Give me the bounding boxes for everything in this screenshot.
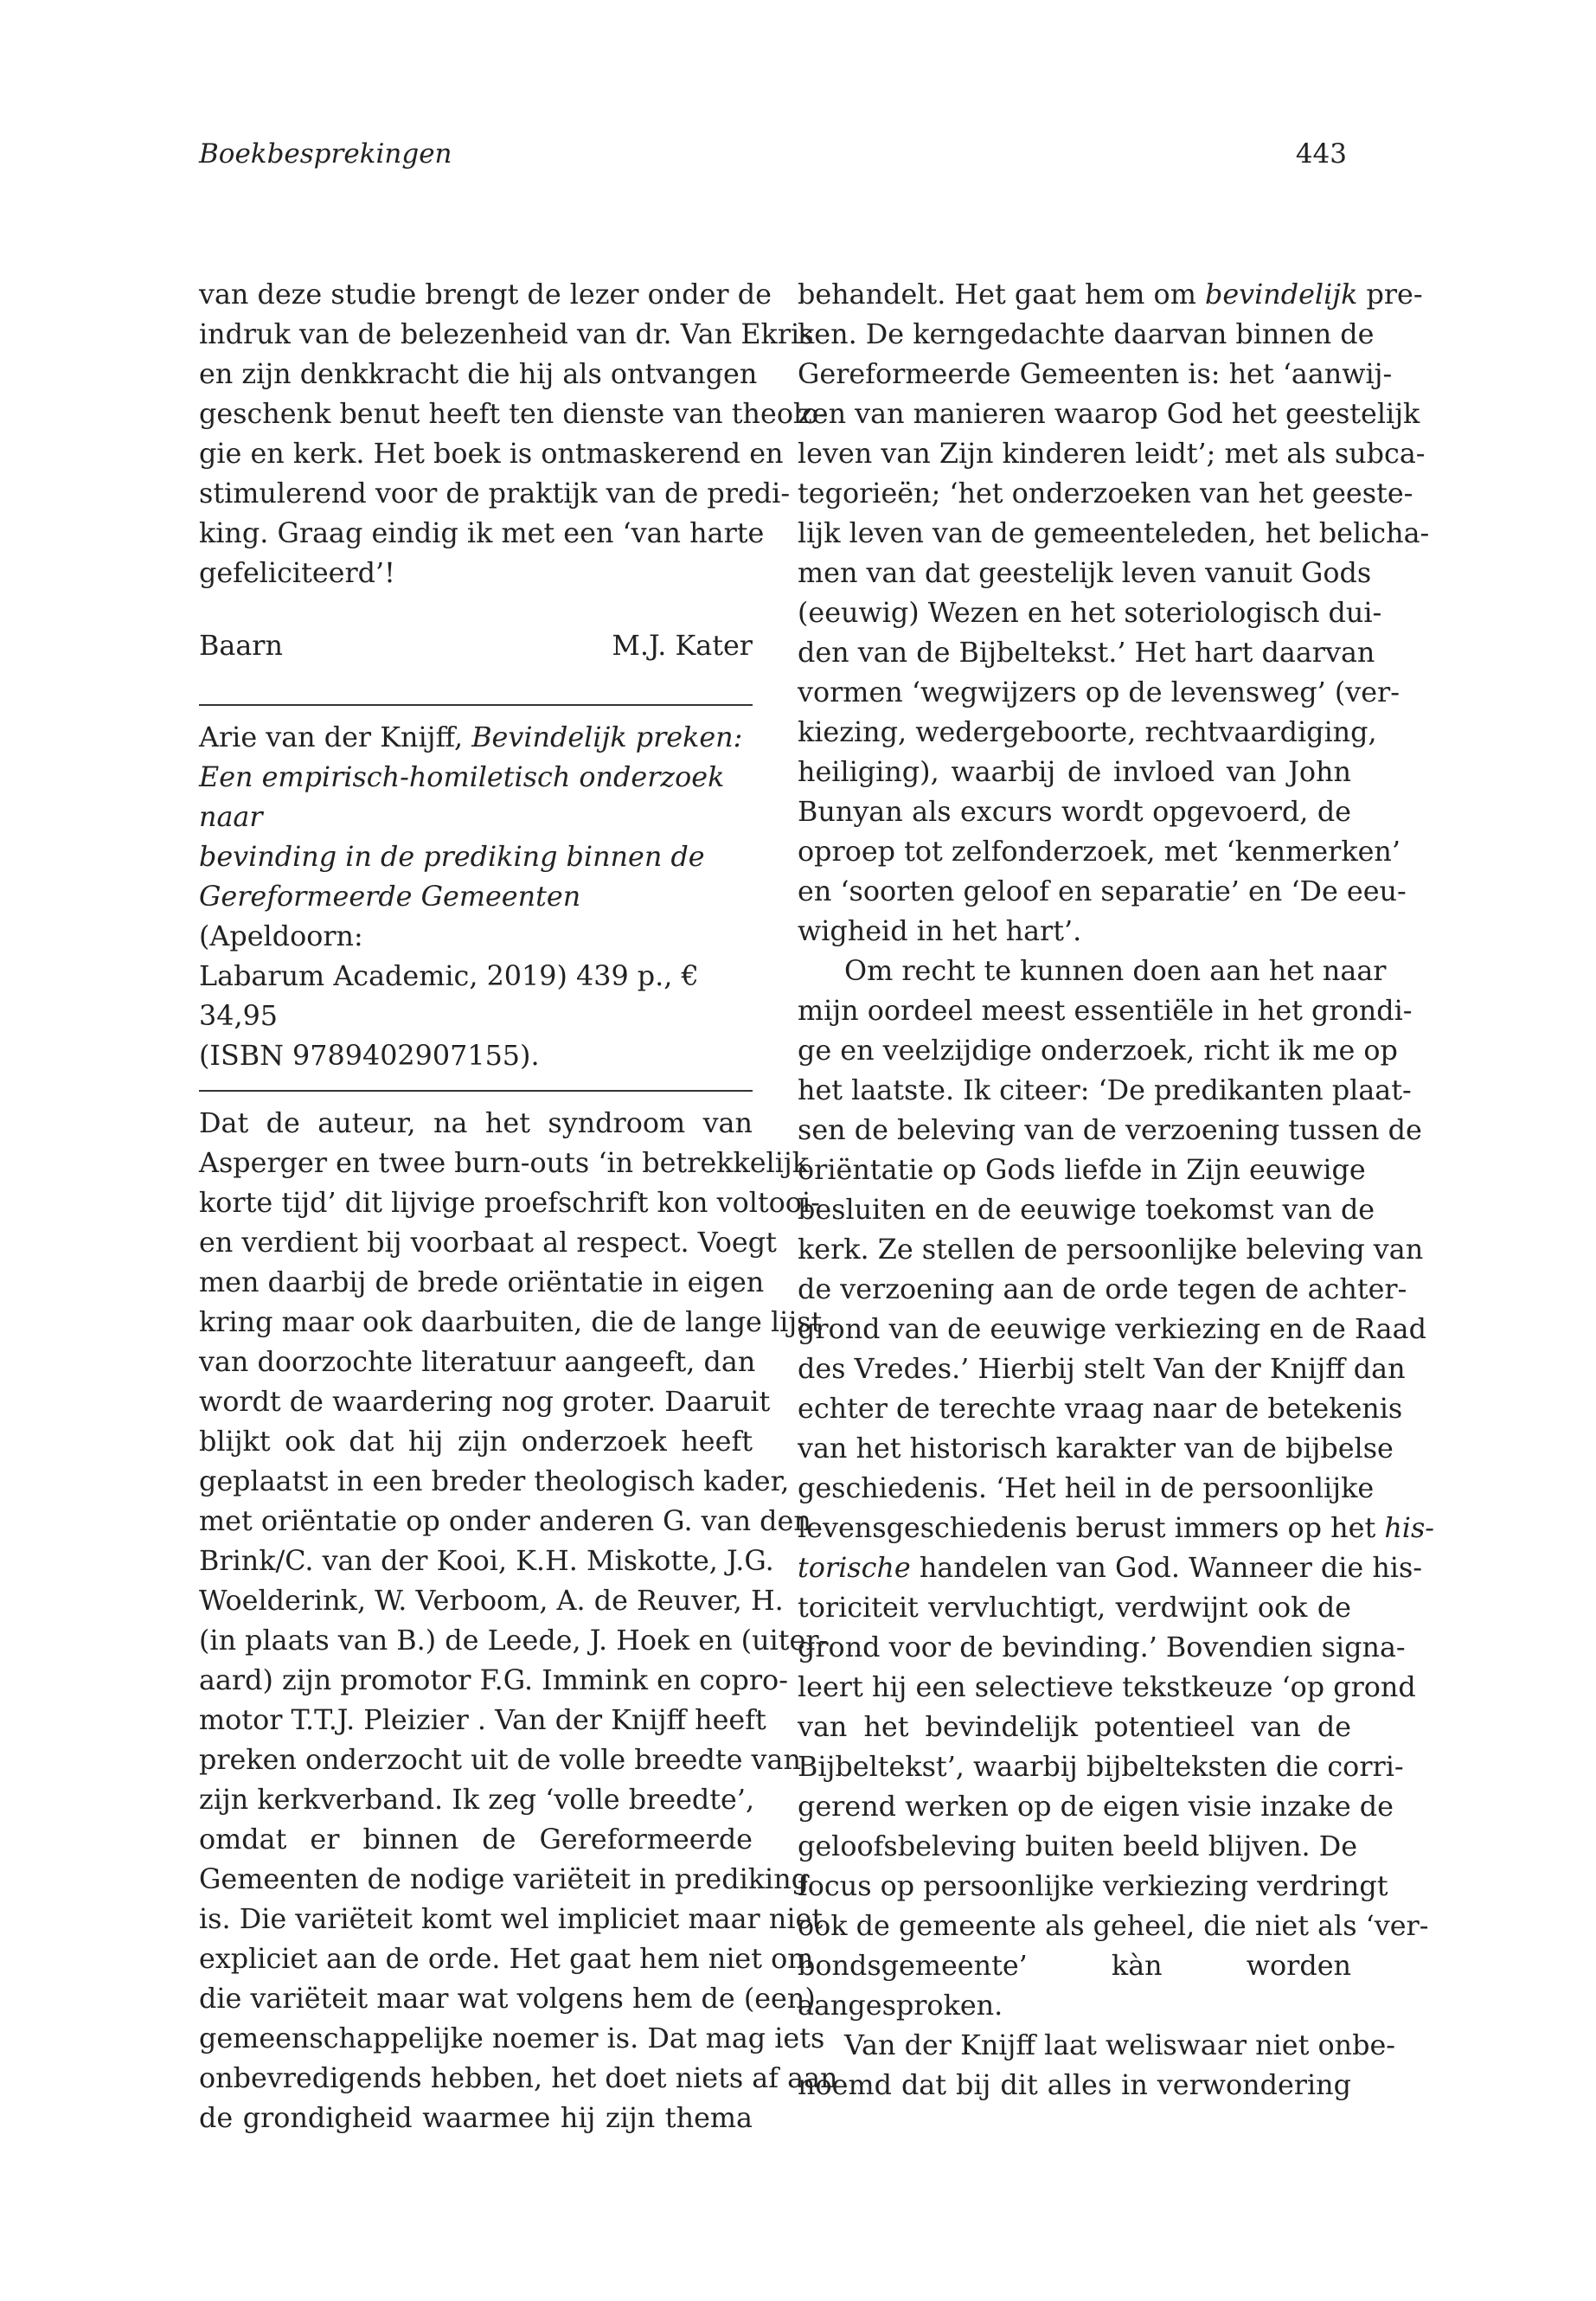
text-line: kring maar ook daarbuiten, die de lange lijst	[199, 1306, 823, 1338]
review-paragraph	[798, 952, 1435, 2026]
citation-title: Gereformeerde Gemeenten	[199, 881, 581, 913]
text-line: van deze studie brengt de lezer onder de	[199, 279, 772, 311]
text-line: de grondigheid waarmee hij zijn thema	[199, 2102, 753, 2134]
signature-name: M.J. Kater	[612, 630, 753, 662]
text-line: Dat de auteur, na het syndroom van	[199, 1107, 753, 1139]
page-number: 443	[1295, 138, 1347, 170]
text-line: die variëteit maar wat volgens hem de (een)	[199, 1983, 816, 2015]
text-line: men van dat geestelijk leven vanuit Gods	[798, 557, 1372, 589]
text-line: geschenk benut heeft ten dienste van theolo-	[199, 398, 829, 430]
text-line: kerk. Ze stellen de persoonlijke beleving van	[798, 1234, 1424, 1266]
citation-title: Bevindelijk preken:	[471, 721, 743, 753]
text-line: preken onderzocht uit de volle breedte van	[199, 1744, 801, 1776]
text-line: gerend werken op de eigen visie inzake de	[798, 1791, 1394, 1823]
book-citation	[199, 718, 753, 1076]
text-line: Brink/C. van der Kooi, K.H. Miskotte, J.G.	[199, 1545, 774, 1577]
text-line: indruk van de belezenheid van dr. Van Ekris	[199, 318, 814, 350]
text-line: noemd dat bij dit alles in verwondering	[798, 2069, 1351, 2101]
text-line: blijkt ook dat hij zijn onderzoek heeft	[199, 1426, 753, 1458]
text-line: Gereformeerde Gemeenten is: het ‘aanwij-	[798, 358, 1393, 390]
text-line: des Vredes.’ Hierbij stelt Van der Knijff dan	[798, 1353, 1406, 1385]
text-line: gemeenschappelijke noemer is. Dat mag iets	[199, 2022, 825, 2054]
text-line: Van der Knijff laat weliswaar niet onbe-	[844, 2029, 1396, 2061]
review-paragraph	[798, 2026, 1396, 2106]
text-line: vormen ‘wegwijzers op de levensweg’ (ver-	[798, 676, 1400, 708]
text-line: het laatste. Ik citeer: ‘De predikanten plaat-	[798, 1074, 1412, 1106]
text-line: grond van de eeuwige verkiezing en de Raad	[798, 1313, 1426, 1345]
text-line: echter de terechte vraag naar de betekenis	[798, 1393, 1403, 1425]
text-line: gefeliciteerd’!	[199, 557, 395, 589]
text-line: den van de Bijbeltekst.’ Het hart daarvan	[798, 637, 1375, 669]
text-line: tegorieën; ‘het onderzoeken van het geeste-	[798, 478, 1413, 510]
text-line: zen van manieren waarop God het geestelijk	[798, 398, 1420, 430]
text-line: oproep tot zelfonderzoek, met ‘kenmerken’	[798, 836, 1401, 868]
text-line: oriëntatie op Gods liefde in Zijn eeuwige	[798, 1154, 1366, 1186]
text-line: torische handelen van God. Wanneer die his-	[798, 1552, 1423, 1584]
text-line: ook de gemeente als geheel, die niet als ‘ver-	[798, 1910, 1429, 1942]
text-line: mijn oordeel meest essentiële in het grondi-	[798, 995, 1413, 1027]
text-line: de verzoening aan de orde tegen de achter-	[798, 1273, 1407, 1305]
text-line: geschiedenis. ‘Het heil in de persoonlijke	[798, 1472, 1375, 1504]
text-line: gie en kerk. Het boek is ontmaskerend en	[199, 438, 784, 470]
text-line: korte tijd’ dit lijvige proefschrift kon voltooi-	[199, 1187, 820, 1219]
text-line: is. Die variëteit komt wel impliciet maar niet	[199, 1903, 824, 1935]
text-line: leert hij een selectieve tekstkeuze ‘op grond	[798, 1671, 1416, 1703]
text-line: met oriëntatie op onder anderen G. van den	[199, 1505, 811, 1537]
text-line: toriciteit vervluchtigt, verdwijnt ook de	[798, 1592, 1351, 1624]
text-line: levensgeschiedenis berust immers op het his-	[798, 1512, 1435, 1544]
text-line: wigheid in het hart’.	[798, 915, 1082, 947]
text-line: en zijn denkkracht die hij als ontvangen	[199, 358, 758, 390]
text-line: behandelt. Het gaat hem om bevindelijk pre-	[798, 279, 1423, 311]
citation-isbn: (ISBN 9789402907155).	[199, 1040, 540, 1072]
divider-bottom	[199, 1090, 753, 1092]
text-line: Gemeenten de nodige variëteit in prediking	[199, 1863, 810, 1895]
text-line: Bunyan als excurs wordt opgevoerd, de	[798, 796, 1351, 828]
text-line: zijn kerkverband. Ik zeg ‘volle breedte’,	[199, 1784, 755, 1816]
text-line: Om recht te kunnen doen aan het naar	[844, 955, 1387, 987]
signature-place: Baarn	[199, 630, 283, 662]
text-line: besluiten en de eeuwige toekomst van de	[798, 1194, 1375, 1226]
text-line: leven van Zijn kinderen leidt’; met als subca-	[798, 438, 1426, 470]
text-line: geplaatst in een breder theologisch kader,	[199, 1465, 790, 1497]
text-line: (in plaats van B.) de Leede, J. Hoek en (uiter-	[199, 1625, 829, 1657]
text-line: aard) zijn promotor F.G. Immink en copro-	[199, 1664, 788, 1696]
text-line: motor T.T.J. Pleizier . Van der Knijff heeft	[199, 1704, 766, 1736]
right-column	[798, 275, 1435, 2106]
text-line: omdat er binnen de Gereformeerde	[199, 1823, 753, 1856]
text-line: Bijbeltekst’, waarbij bijbelteksten die corri-	[798, 1751, 1404, 1783]
text-line: sen de beleving van de verzoening tussen de	[798, 1114, 1422, 1146]
citation-title: bevinding in de prediking binnen de	[199, 841, 705, 873]
page-header	[199, 138, 1347, 177]
text-line: van het bevindelijk potentieel van de	[798, 1711, 1351, 1743]
text-line: onbevredigends hebben, het doet niets af aan	[199, 2062, 838, 2094]
text-line: lijk leven van de gemeenteleden, het belicha-	[798, 517, 1430, 549]
text-line: van doorzochte literatuur aangeeft, dan	[199, 1346, 756, 1378]
text-line: van het historisch karakter van de bijbelse	[798, 1433, 1394, 1465]
review-signature	[199, 626, 753, 666]
review-paragraph	[798, 275, 1430, 952]
text-line: ge en veelzijdige onderzoek, richt ik me op	[798, 1035, 1398, 1067]
closing-paragraph	[199, 275, 829, 593]
citation-author: Arie van der Knijff,	[199, 721, 472, 753]
text-line: wordt de waardering nog groter. Daaruit	[199, 1386, 771, 1418]
left-column	[199, 275, 838, 2138]
running-head: Boekbesprekingen	[199, 138, 452, 170]
text-line: (eeuwig) Wezen en het soteriologisch dui-	[798, 597, 1382, 629]
text-line: grond voor de bevinding.’ Bovendien signa-	[798, 1631, 1406, 1663]
text-line: Woelderink, W. Verboom, A. de Reuver, H.	[199, 1585, 784, 1617]
text-line: en ‘soorten geloof en separatie’ en ‘De eeu-	[798, 875, 1407, 907]
text-line: kiezing, wedergeboorte, rechtvaardiging,	[798, 716, 1377, 748]
text-line: bondsgemeente’ kàn worden aangesproken.	[798, 1950, 1351, 2022]
citation-publisher: Labarum Academic, 2019) 439 p., € 34,95	[199, 960, 699, 1032]
text-line: Asperger en twee burn-outs ‘in betrekkelijk	[199, 1147, 809, 1179]
text-line: heiliging), waarbij de invloed van John	[798, 756, 1351, 788]
text-line: geloofsbeleving buiten beeld blijven. De	[798, 1830, 1358, 1862]
review-paragraph	[199, 1104, 838, 2138]
text-line: focus op persoonlijke verkiezing verdringt	[798, 1870, 1388, 1902]
text-line: expliciet aan de orde. Het gaat hem niet om	[199, 1943, 814, 1975]
text-line: stimulerend voor de praktijk van de predi-	[199, 478, 791, 510]
text-line: en verdient bij voorbaat al respect. Voegt	[199, 1227, 777, 1259]
text-line: men daarbij de brede oriëntatie in eigen	[199, 1266, 765, 1298]
citation-publisher: (Apeldoorn:	[199, 920, 363, 952]
divider-top	[199, 704, 753, 706]
citation-title: Een empirisch-homiletisch onderzoek naar	[199, 761, 725, 833]
text-line: ken. De kerngedachte daarvan binnen de	[798, 318, 1375, 350]
text-line: king. Graag eindig ik met een ‘van harte	[199, 517, 765, 549]
